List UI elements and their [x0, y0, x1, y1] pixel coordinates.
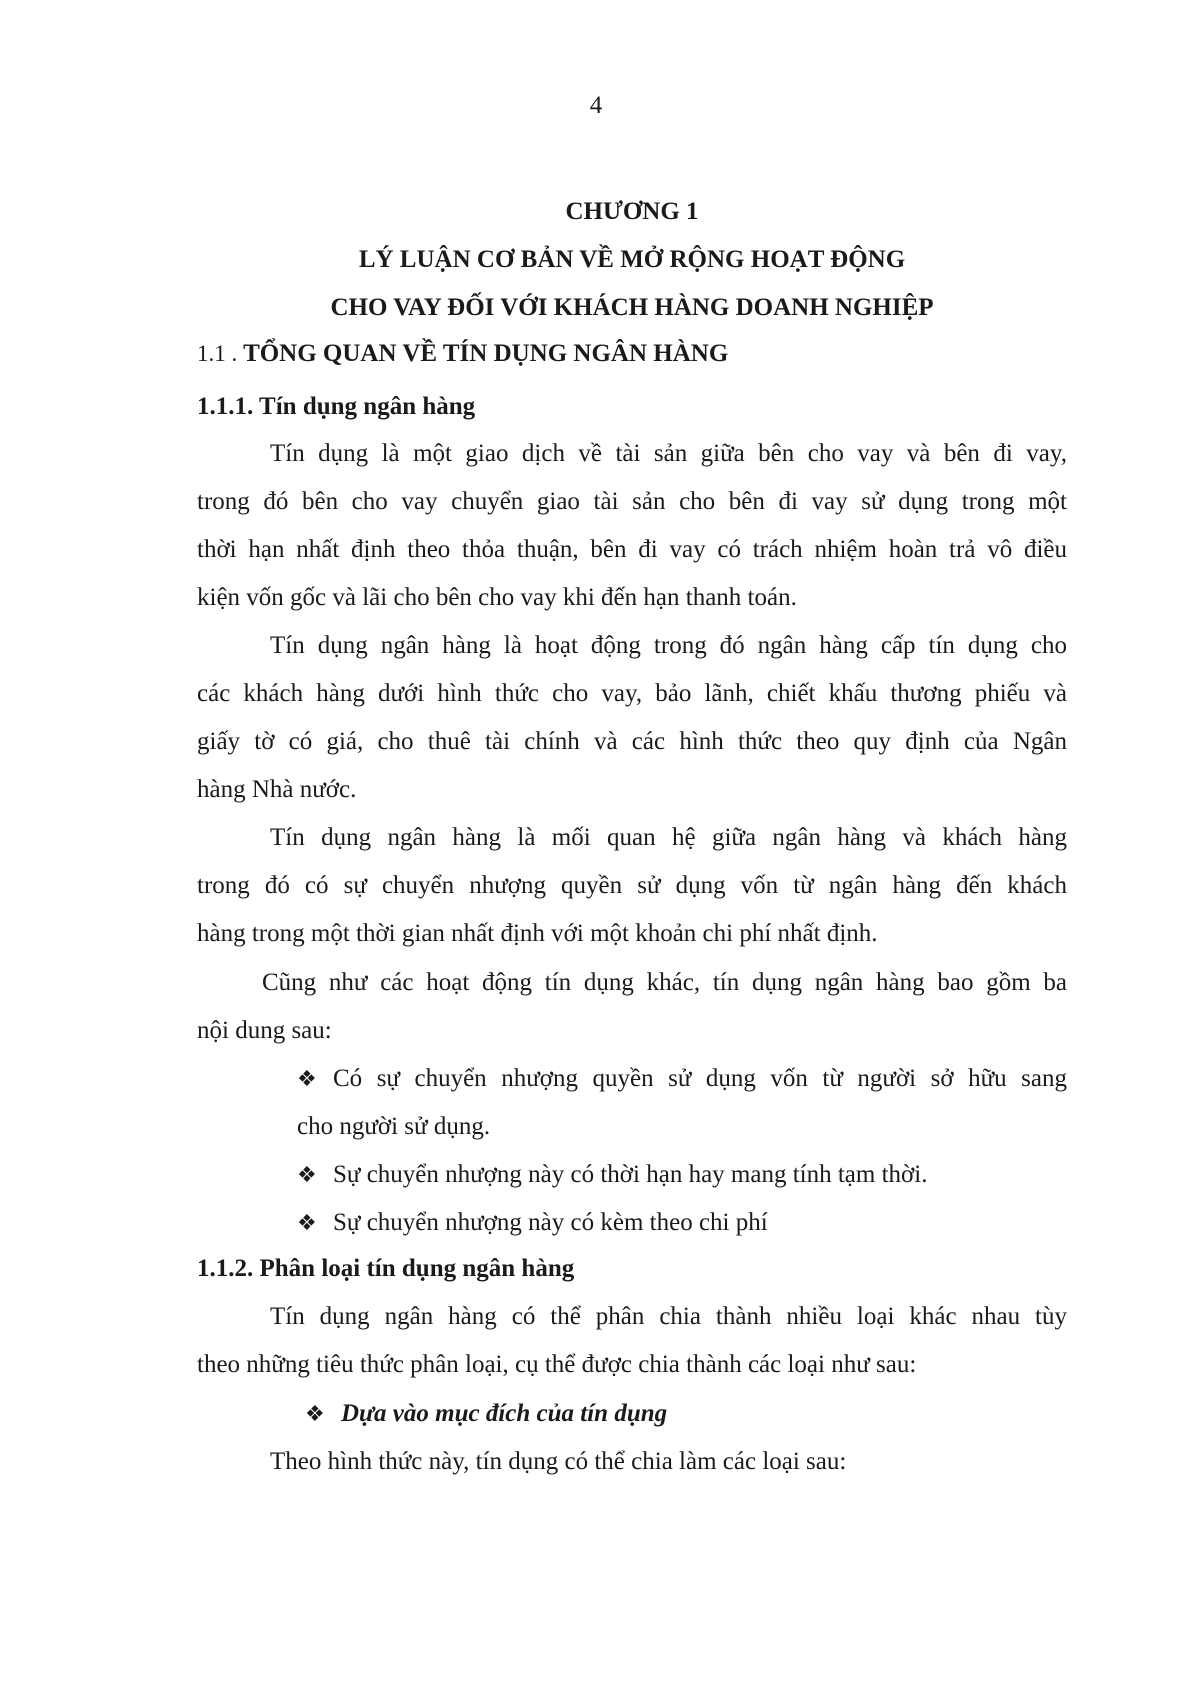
section-1-1-title: TỔNG QUAN VỀ TÍN DỤNG NGÂN HÀNG [243, 340, 729, 367]
chapter-label: CHƯƠNG 1 [565, 198, 699, 225]
paragraph-line: hàng trong một thời gian nhất định với một khoản chi phí nhất định. [197, 920, 878, 947]
paragraph-line: Theo hình thức này, tín dụng có thể chia làm các loại sau: [270, 1448, 847, 1475]
section-1-1-2-heading: 1.1.2. Phân loại tín dụng ngân hàng [197, 1255, 575, 1282]
sub-bullet-item [305, 1400, 1075, 1428]
bullet-text: Có sự chuyển nhượng quyền sử dụng vốn từ người sở hữu sang [333, 1065, 1067, 1092]
section-1-1-heading [197, 340, 728, 368]
paragraph-line: trong đó có sự chuyển nhượng quyền sử dụng vốn từ ngân hàng đến khách [197, 872, 1067, 899]
bullet-continuation: cho người sử dụng. [297, 1113, 491, 1140]
bullet-text: Sự chuyển nhượng này có kèm theo chi phí [333, 1209, 768, 1236]
bullet-item [297, 1065, 1067, 1093]
section-1-1-number: 1.1 . [197, 341, 238, 366]
diamond-bullet-icon: ❖ [305, 1401, 325, 1426]
paragraph-line: Tín dụng ngân hàng có thể phân chia thành nhiều loại khác nhau tùy [270, 1303, 1067, 1330]
sub-bullet-text: Dựa vào mục đích của tín dụng [341, 1400, 668, 1427]
bullet-text: Sự chuyển nhượng này có thời hạn hay mang tính tạm thời. [333, 1161, 928, 1188]
paragraph-line: nội dung sau: [197, 1017, 332, 1044]
paragraph-line: kiện vốn gốc và lãi cho bên cho vay khi đến hạn thanh toán. [197, 584, 797, 611]
paragraph-line: thời hạn nhất định theo thỏa thuận, bên đi vay có trách nhiệm hoàn trả vô điều [197, 536, 1067, 563]
paragraph-line: Tín dụng là một giao dịch về tài sản giữa bên cho vay và bên đi vay, [270, 440, 1067, 467]
bullet-item [297, 1209, 1067, 1237]
chapter-title-line-1: LÝ LUẬN CƠ BẢN VỀ MỞ RỘNG HOẠT ĐỘNG [358, 246, 906, 273]
chapter-title-line-2: CHO VAY ĐỐI VỚI KHÁCH HÀNG DOANH NGHIỆP [330, 294, 934, 321]
diamond-bullet-icon: ❖ [297, 1210, 317, 1235]
paragraph-line: trong đó bên cho vay chuyển giao tài sản cho bên đi vay sử dụng trong một [197, 488, 1067, 515]
bullet-item [297, 1161, 1067, 1189]
section-1-1-1-heading: 1.1.1. Tín dụng ngân hàng [197, 393, 476, 420]
paragraph-line: các khách hàng dưới hình thức cho vay, bảo lãnh, chiết khấu thương phiếu và [197, 680, 1067, 707]
paragraph-line: giấy tờ có giá, cho thuê tài chính và các hình thức theo quy định của Ngân [197, 728, 1067, 755]
diamond-bullet-icon: ❖ [297, 1162, 317, 1187]
diamond-bullet-icon: ❖ [297, 1066, 317, 1091]
page-number: 4 [589, 92, 603, 119]
paragraph-line: Tín dụng ngân hàng là hoạt động trong đó ngân hàng cấp tín dụng cho [270, 632, 1067, 659]
paragraph-line: Cũng như các hoạt động tín dụng khác, tín dụng ngân hàng bao gồm ba [262, 969, 1067, 996]
paragraph-line: hàng Nhà nước. [197, 776, 357, 803]
paragraph-line: theo những tiêu thức phân loại, cụ thể được chia thành các loại như sau: [197, 1351, 917, 1378]
paragraph-line: Tín dụng ngân hàng là mối quan hệ giữa ngân hàng và khách hàng [270, 824, 1067, 851]
